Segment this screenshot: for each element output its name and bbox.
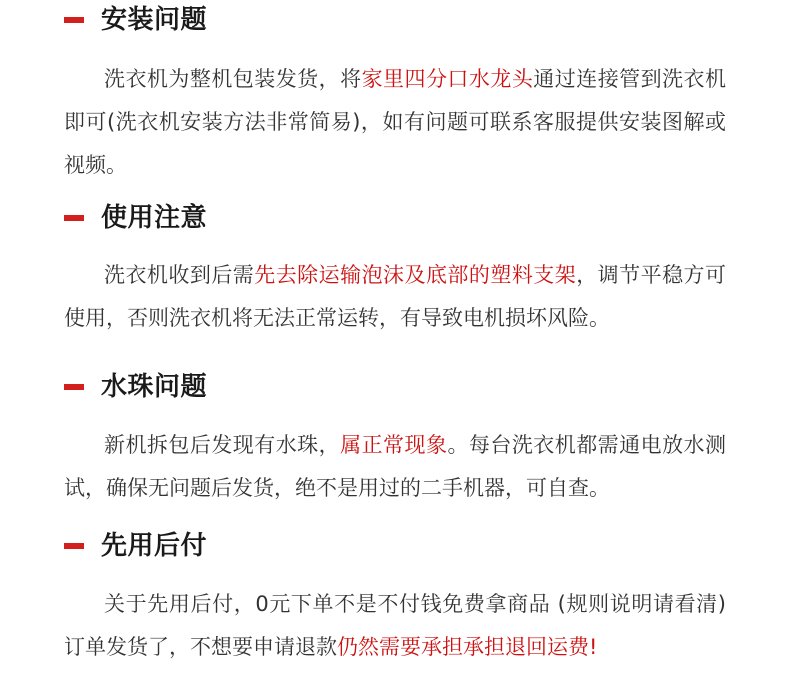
body-text: 洗衣机为整机包装发货，将 <box>104 67 362 91</box>
section-heading <box>0 367 790 407</box>
red-dash-icon <box>64 17 84 23</box>
body-text: ，调节平稳方可使用，否则洗衣机将无法正常运转，有导致电机损坏风险。 <box>64 263 727 330</box>
section-heading <box>0 198 790 238</box>
body-highlight-text: 属正常现象 <box>340 433 448 457</box>
body-text: 洗衣机收到后需 <box>104 263 255 287</box>
section-title: 安装问题 <box>101 5 208 35</box>
body-text: 。每台洗衣机都需通电放水测试，确保无问题后发货，绝不是用过的二手机器，可自查。 <box>64 433 727 500</box>
section-body <box>0 583 790 669</box>
section-heading <box>0 526 790 566</box>
body-highlight-text: 先去除运输泡沫及底部的塑料支架 <box>254 263 577 287</box>
red-dash-icon <box>64 543 84 549</box>
section-title: 使用注意 <box>101 203 208 233</box>
section-body <box>0 424 790 510</box>
section-title: 先用后付 <box>101 531 208 561</box>
body-highlight-text: 家里四分口水龙头 <box>361 67 534 91</box>
body-text: 新机拆包后发现有水珠， <box>104 433 341 457</box>
section-usage-notes <box>0 198 790 340</box>
section-installation <box>0 0 790 187</box>
body-text: 关于先用后付，0元下单不是不付钱免费拿商品 (规则说明请看清)订单发货了，不想要申请退款 <box>64 592 726 659</box>
red-dash-icon <box>64 215 84 221</box>
section-water-droplets <box>0 367 790 510</box>
red-dash-icon <box>64 384 84 390</box>
section-body <box>0 58 790 187</box>
section-title: 水珠问题 <box>101 372 208 402</box>
section-pay-later <box>0 526 790 669</box>
body-highlight-text: 仍然需要承担承担退回运费! <box>337 635 598 659</box>
section-heading <box>0 0 790 40</box>
body-text: 通过连接管到洗衣机即可(洗衣机安装方法非常简易)，如有问题可联系客服提供安装图解或视频。 <box>64 67 727 177</box>
section-body <box>0 254 790 340</box>
